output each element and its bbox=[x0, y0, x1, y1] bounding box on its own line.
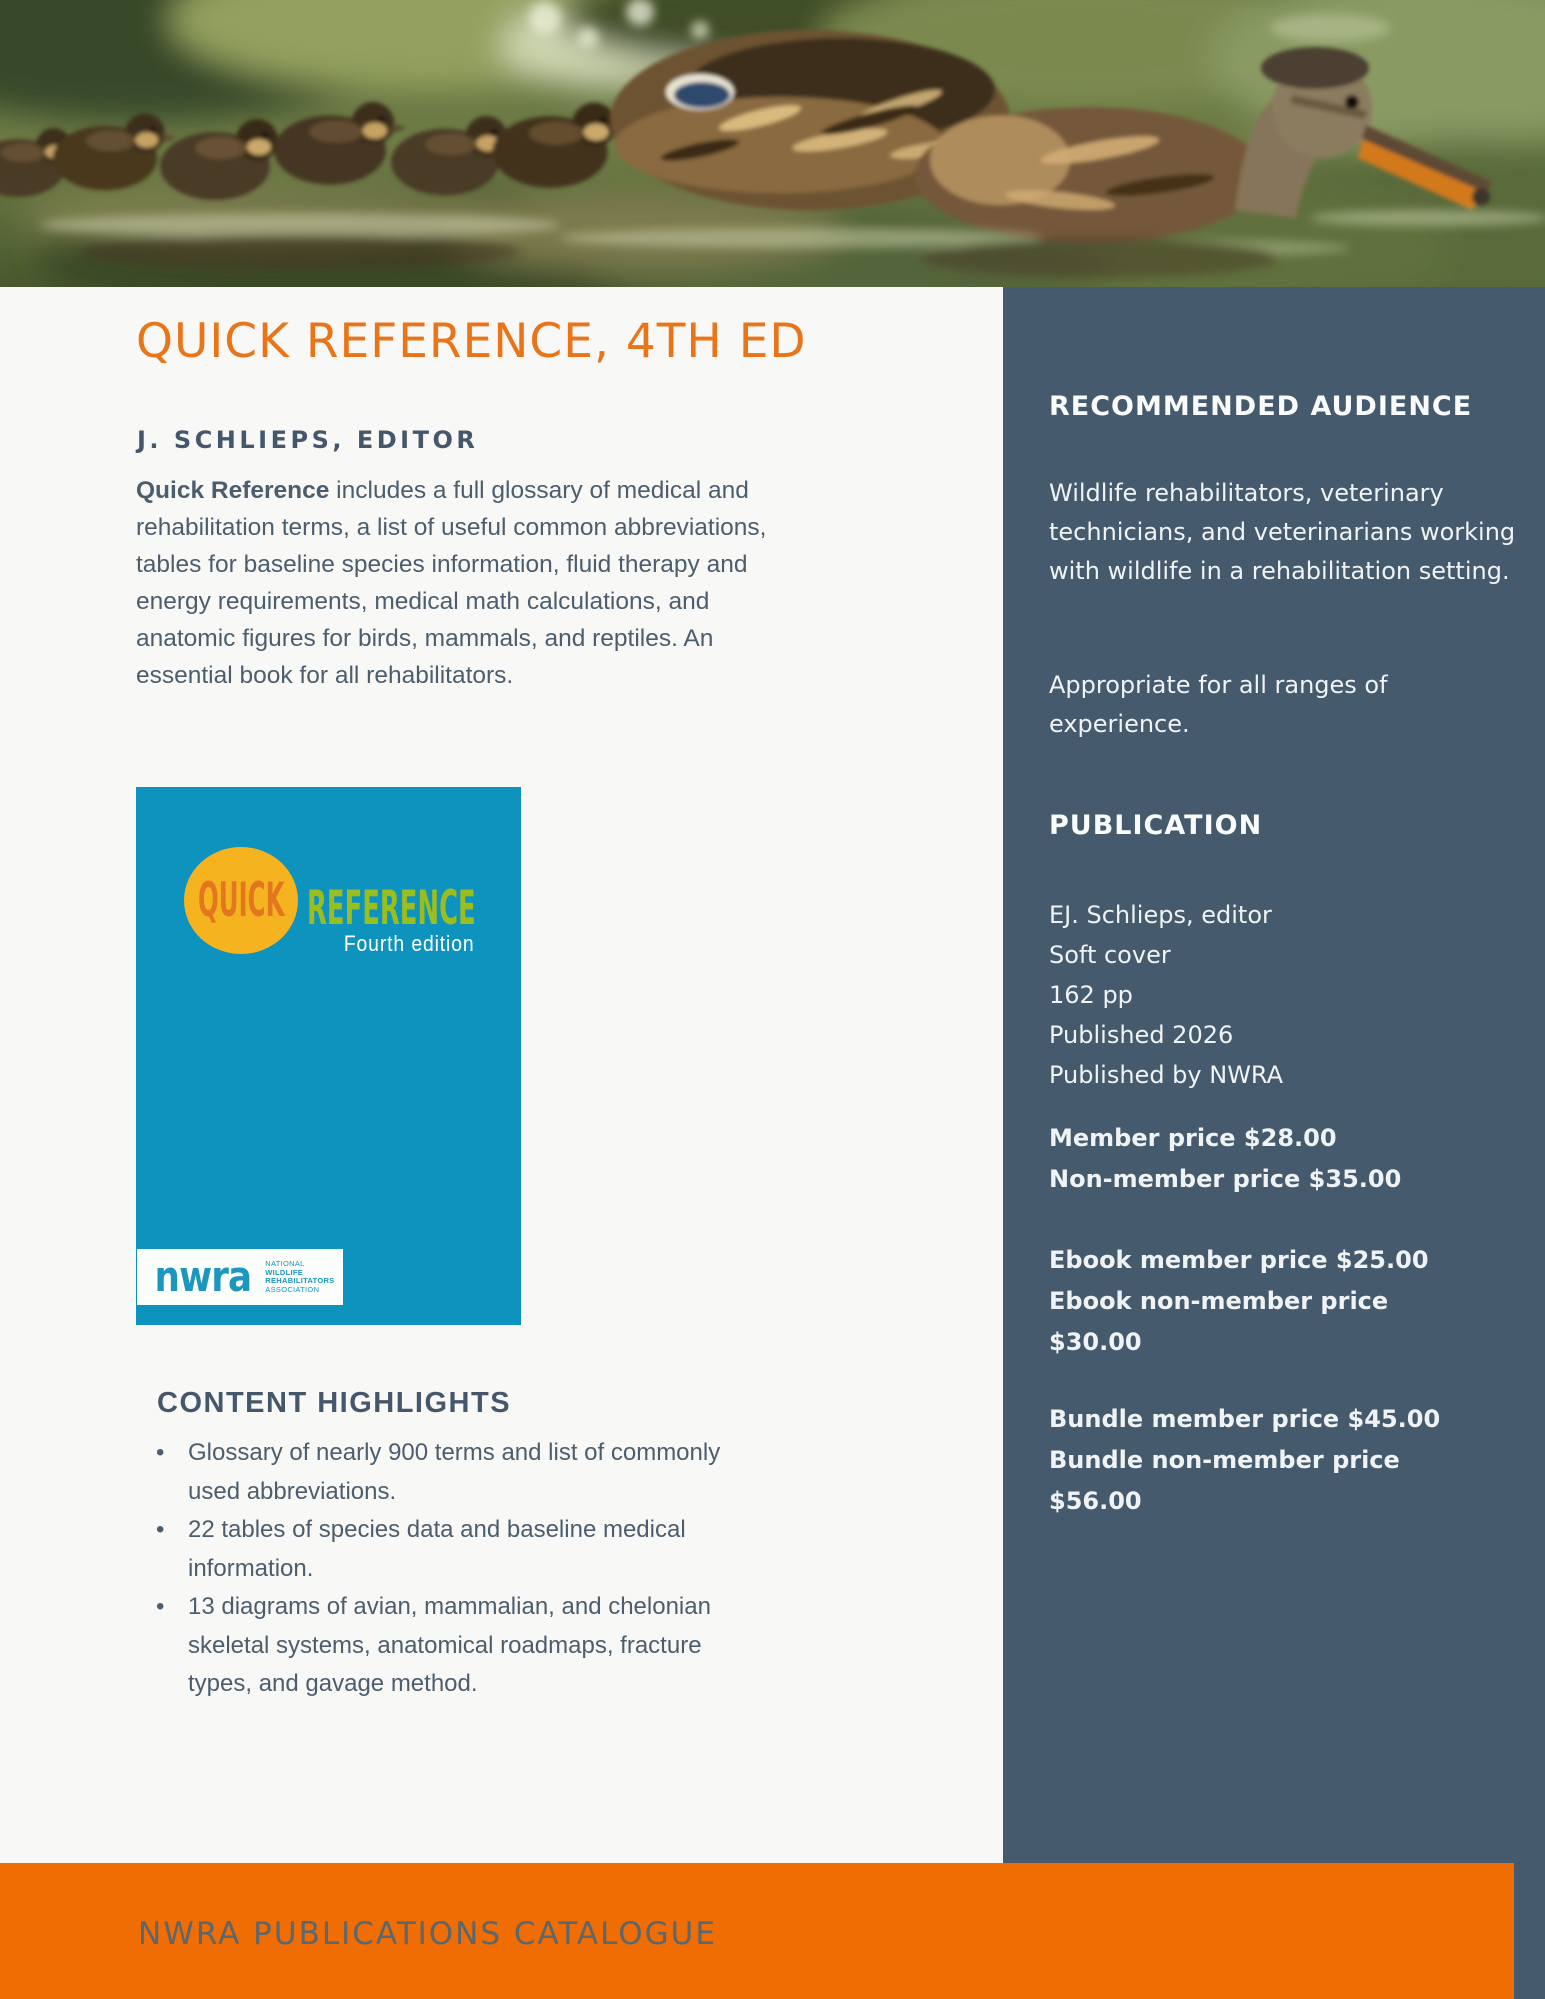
price-line: Ebook member price $25.00 bbox=[1049, 1246, 1429, 1274]
list-item-text: 22 tables of species data and baseline medical information. bbox=[188, 1516, 686, 1582]
price-line: Bundle member price $45.00 bbox=[1049, 1405, 1441, 1433]
publication-details bbox=[1049, 895, 1519, 1095]
bullet-icon: • bbox=[156, 1516, 165, 1543]
price-line: Member price $28.00 bbox=[1049, 1124, 1337, 1152]
nwra-wordmark: nwra bbox=[154, 1252, 251, 1302]
nwra-org-name bbox=[265, 1260, 334, 1294]
recommended-audience-heading: RECOMMENDED AUDIENCE bbox=[1049, 391, 1473, 422]
price-line: Non-member price $35.00 bbox=[1049, 1165, 1402, 1193]
bullet-icon: • bbox=[156, 1439, 165, 1466]
description-body: includes a full glossary of medical and rehabilitation terms, a list of useful common abbreviations, tables for baseline species information, fluid therapy and energy requirements, medical math calculations, and anatomic figures for birds, mammals, and reptiles. An essential book for all rehabilitators. bbox=[136, 477, 767, 689]
ducks-photo-illustration bbox=[0, 0, 1545, 287]
list-item-text: 13 diagrams of avian, mammalian, and chelonian skeletal systems, anatomical roadmaps, fracture types, and gavage method. bbox=[188, 1593, 711, 1697]
audience-paragraph-2: Appropriate for all ranges of experience. bbox=[1049, 671, 1388, 738]
price-line: Ebook non-member price $30.00 bbox=[1049, 1287, 1389, 1356]
nwra-org-line: ASSOCIATION bbox=[265, 1284, 320, 1294]
banner-photo bbox=[0, 0, 1545, 287]
list-item bbox=[150, 1434, 755, 1511]
content-highlights-heading: CONTENT HIGHLIGHTS bbox=[157, 1387, 512, 1419]
cover-edition: Fourth edition bbox=[344, 931, 475, 956]
book-cover bbox=[136, 787, 521, 1325]
cover-title-quick: QUICK bbox=[197, 873, 285, 928]
content-highlights-list bbox=[150, 1434, 755, 1704]
publication-detail-line: Published by NWRA bbox=[1049, 1061, 1284, 1089]
price-line: Bundle non-member price $56.00 bbox=[1049, 1446, 1400, 1515]
list-item-text: Glossary of nearly 900 terms and list of commonly used abbreviations. bbox=[188, 1439, 721, 1505]
publication-heading: PUBLICATION bbox=[1049, 810, 1263, 841]
description-lead: Quick Reference bbox=[136, 477, 330, 504]
list-item bbox=[150, 1588, 755, 1704]
cover-title-reference: REFERENCE bbox=[307, 881, 476, 936]
nwra-org-line: NATIONAL bbox=[265, 1259, 305, 1268]
audience-paragraph-1: Wildlife rehabilitators, veterinary technicians, and veterinarians working with wildlife in a rehabilitation setting. bbox=[1049, 479, 1516, 585]
publication-detail-line: Published 2026 bbox=[1049, 1021, 1234, 1049]
publication-detail-line: EJ. Schlieps, editor bbox=[1049, 901, 1272, 929]
page-title: QUICK REFERENCE, 4TH ED bbox=[136, 314, 807, 369]
nwra-logo bbox=[137, 1249, 343, 1305]
cover-circle-badge bbox=[184, 847, 298, 954]
publication-detail-line: Soft cover bbox=[1049, 941, 1171, 969]
bullet-icon: • bbox=[156, 1593, 165, 1620]
publication-detail-line: 162 pp bbox=[1049, 981, 1133, 1009]
description-paragraph bbox=[136, 472, 781, 694]
ebook-prices bbox=[1049, 1240, 1469, 1363]
footer-catalogue-label: NWRA PUBLICATIONS CATALOGUE bbox=[138, 1916, 717, 1952]
list-item bbox=[150, 1511, 755, 1588]
byline: J. SCHLIEPS, EDITOR bbox=[137, 426, 479, 454]
nwra-org-line: REHABILITATORS bbox=[265, 1276, 335, 1285]
bundle-prices bbox=[1049, 1399, 1469, 1522]
print-prices bbox=[1049, 1118, 1469, 1200]
nwra-org-line: WILDLIFE bbox=[265, 1267, 304, 1277]
